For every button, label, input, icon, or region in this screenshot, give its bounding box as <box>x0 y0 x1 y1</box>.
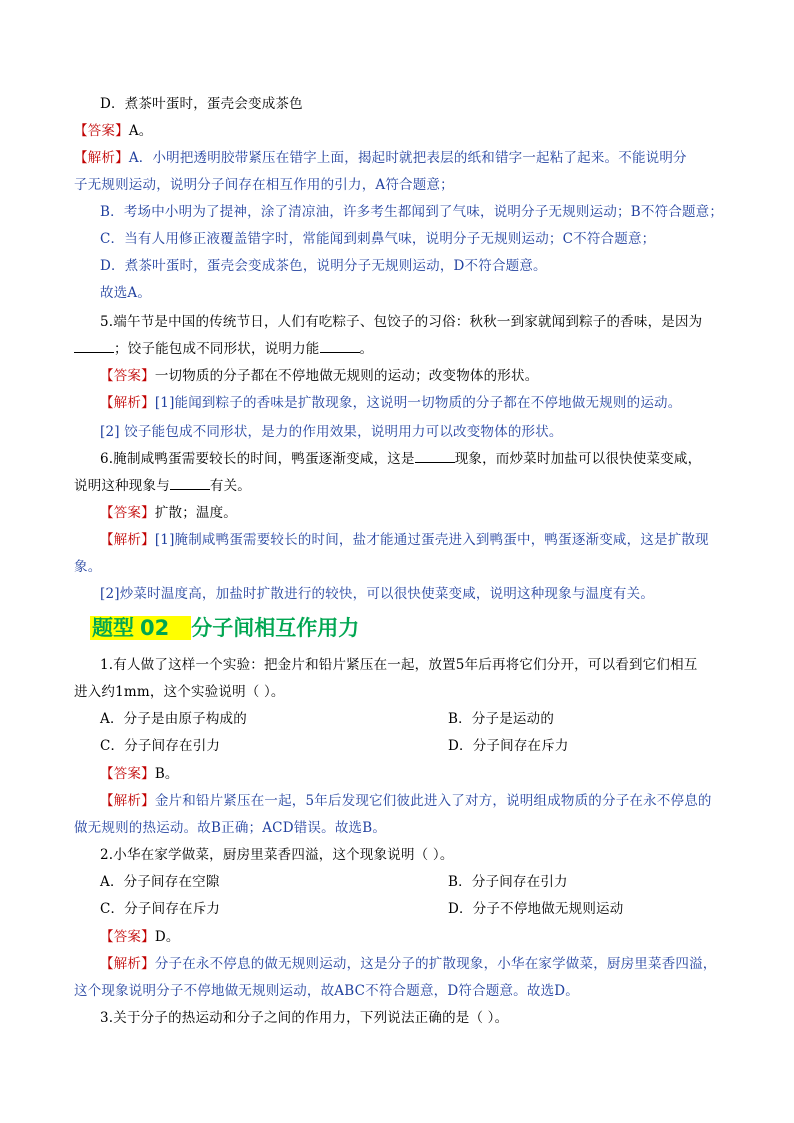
option-d[interactable]: D．分子不停地做无规则运动 <box>448 901 624 917</box>
analysis-line: 做无规则的热运动。故B正确；ACD错误。故选B。 <box>74 820 387 836</box>
answer-tag: 【答案】 <box>74 123 129 139</box>
options-row <box>100 733 750 760</box>
answer-tag: 【答案】 <box>100 929 155 945</box>
analysis-line: 【解析】A．小明把透明胶带紧压在错字上面，揭起时就把表层的纸和错字一起粘了起来。不能说明分 <box>74 150 687 166</box>
analysis-line: 象。 <box>74 559 102 575</box>
analysis-tag: 【解析】 <box>100 956 155 972</box>
question-3: 3.关于分子的热运动和分子之间的作用力，下列说法正确的是（ ）。 <box>100 1010 509 1026</box>
question-1-cont: 进入约1mm，这个实验说明（ ）。 <box>74 684 285 700</box>
analysis-tag: 【解析】 <box>100 395 155 411</box>
options-row <box>100 869 750 896</box>
analysis-line: 故选A。 <box>100 285 152 301</box>
analysis-line: [2] 饺子能包成不同形状，是力的作用效果，说明用力可以改变物体的形状。 <box>100 424 563 440</box>
answer-line: 【答案】A。 <box>74 123 153 139</box>
fill-blank[interactable] <box>74 338 114 353</box>
option-d[interactable]: D．分子间存在斥力 <box>448 738 569 754</box>
question-6: 6.腌制咸鸭蛋需要较长的时间，鸭蛋逐渐变咸，这是 现象，而炒菜时加盐可以很快使菜变咸， <box>100 446 750 473</box>
analysis-line: 这个现象说明分子不停地做无规则运动，故ABC不符合题意，D符合题意。故选D。 <box>74 983 579 999</box>
option-d: D．煮茶叶蛋时，蛋壳会变成茶色 <box>100 96 303 112</box>
fill-blank[interactable] <box>170 475 210 490</box>
answer-tag: 【答案】 <box>100 766 155 782</box>
option-c[interactable]: C．分子间存在斥力 <box>100 901 221 917</box>
option-a[interactable]: A．分子是由原子构成的 <box>100 711 247 727</box>
analysis-line: [2]炒菜时温度高，加盐时扩散进行的较快，可以很快使菜变咸，说明这种现象与温度有关。 <box>100 586 655 602</box>
answer-line: 【答案】B。 <box>100 766 179 782</box>
answer-line: 【答案】扩散；温度。 <box>100 505 238 521</box>
options-row <box>100 896 750 923</box>
option-b[interactable]: B．分子是运动的 <box>448 711 555 727</box>
option-b[interactable]: B．分子间存在引力 <box>448 874 568 890</box>
analysis-line: 子无规则运动，说明分子间存在相互作用的引力，A符合题意； <box>74 177 454 193</box>
analysis-tag: 【解析】 <box>74 150 129 166</box>
option-c[interactable]: C．分子间存在引力 <box>100 738 221 754</box>
analysis-tag: 【解析】 <box>100 532 155 548</box>
question-5: 5.端午节是中国的传统节日，人们有吃粽子、包饺子的习俗：秋秋一到家就闻到粽子的香味，是因为 <box>100 314 703 330</box>
question-6-cont: 说明这种现象与 有关。 <box>74 473 724 500</box>
answer-line: 【答案】D。 <box>100 929 180 945</box>
options-row <box>100 706 750 733</box>
analysis-line: 【解析】[1]能闻到粽子的香味是扩散现象，这说明一切物质的分子都在不停地做无规则的运动。 <box>100 395 682 411</box>
answer-line: 【答案】一切物质的分子都在不停地做无规则的运动；改变物体的形状。 <box>100 368 539 384</box>
section-tag: 题型 02 <box>90 616 191 640</box>
fill-blank[interactable] <box>320 338 360 353</box>
analysis-line: D．煮茶叶蛋时，蛋壳会变成茶色，说明分子无规则运动，D不符合题意。 <box>100 258 547 274</box>
option-a[interactable]: A．分子间存在空隙 <box>100 874 220 890</box>
analysis-line: 【解析】[1]腌制咸鸭蛋需要较长的时间，盐才能通过蛋壳进入到鸭蛋中，鸭蛋逐渐变咸，这是扩散现 <box>100 532 709 548</box>
answer-tag: 【答案】 <box>100 368 155 384</box>
analysis-tag: 【解析】 <box>100 793 155 809</box>
section-title: 分子间相互作用力 <box>191 616 360 640</box>
question-5-cont: ；饺子能包成不同形状，说明力能 。 <box>74 336 724 363</box>
fill-blank[interactable] <box>415 448 455 463</box>
section-heading <box>90 612 359 644</box>
answer-tag: 【答案】 <box>100 505 155 521</box>
analysis-line: 【解析】金片和铅片紧压在一起，5年后发现它们彼此进入了对方，说明组成物质的分子在永不停息的 <box>100 793 712 809</box>
analysis-line: B．考场中小明为了提神，涂了清凉油，许多考生都闻到了气味，说明分子无规则运动；B不符合题意； <box>100 204 724 220</box>
analysis-line: 【解析】分子在永不停息的做无规则运动，这是分子的扩散现象，小华在家学做菜，厨房里菜香四溢， <box>100 956 717 972</box>
question-1: 1.有人做了这样一个实验：把金片和铅片紧压在一起，放置5年后再将它们分开，可以看到它们相互 <box>100 657 698 673</box>
question-2: 2.小华在家学做菜，厨房里菜香四溢，这个现象说明（ ）。 <box>100 847 454 863</box>
analysis-line: C．当有人用修正液覆盖错字时，常能闻到刺鼻气味，说明分子无规则运动；C不符合题意； <box>100 231 656 247</box>
